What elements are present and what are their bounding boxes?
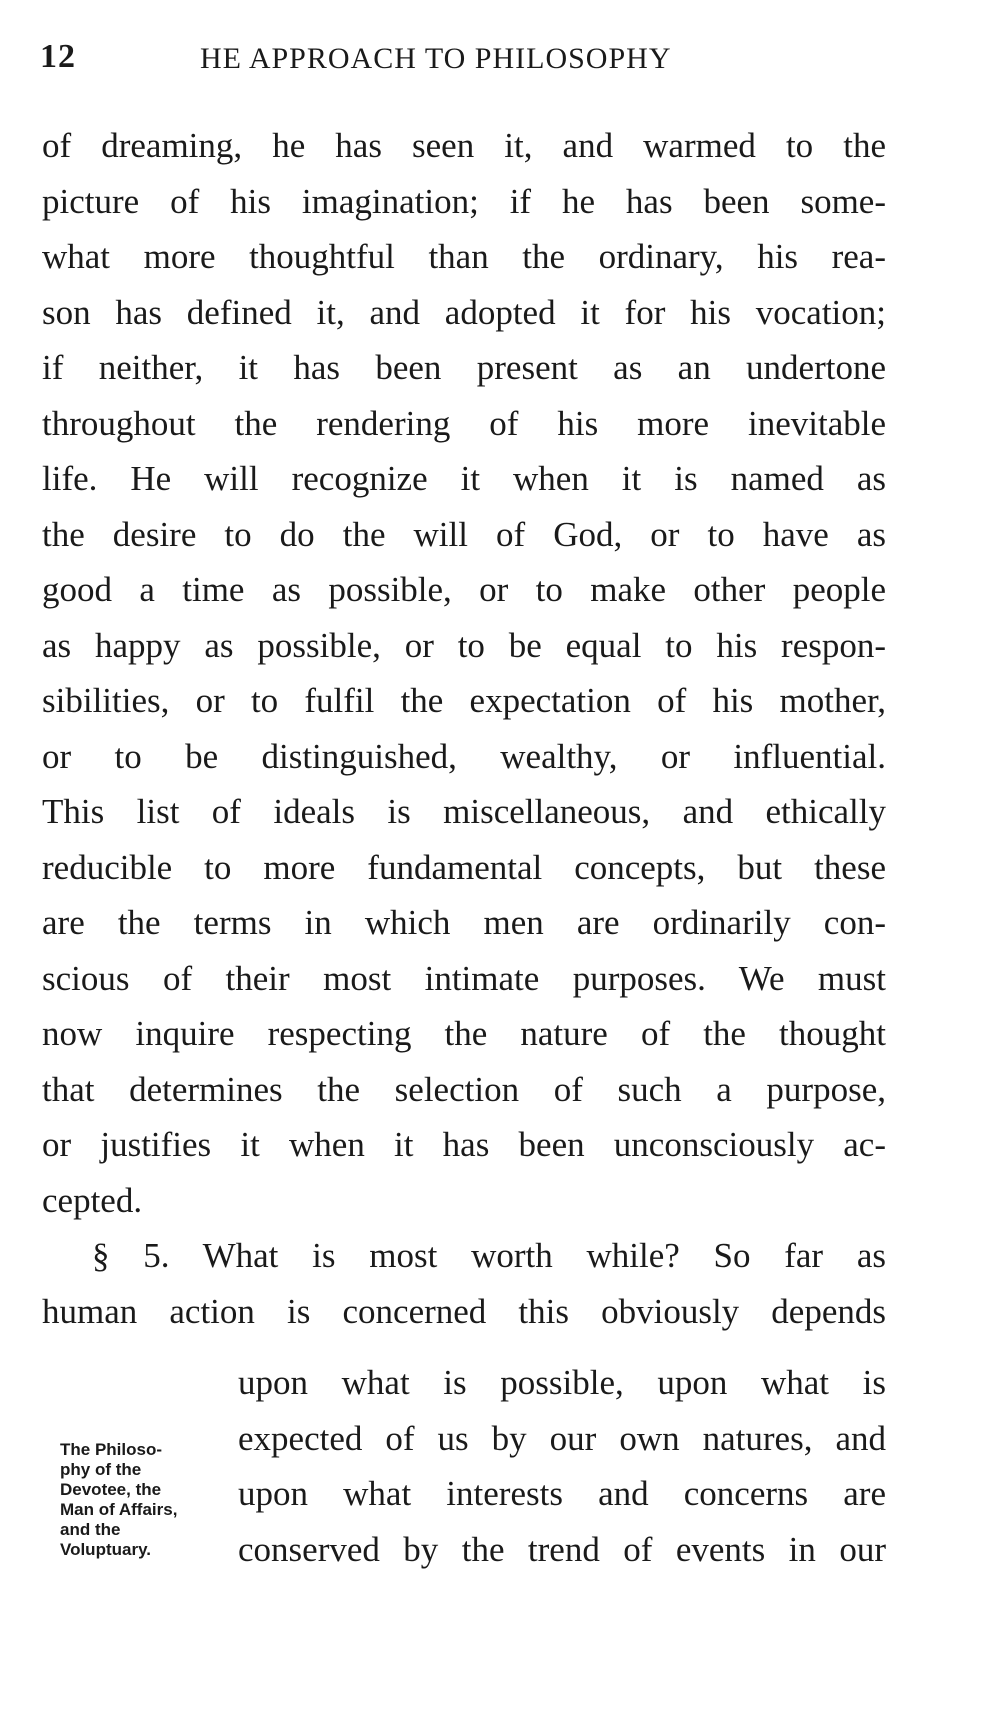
- page-header: [40, 38, 880, 78]
- text-line: picture of his imagination; if he has been some-: [42, 181, 886, 221]
- text-line: This list of ideals is miscellaneous, and ethically: [42, 792, 886, 831]
- sidenote-line: The Philoso-: [60, 1440, 162, 1459]
- text-line: what more thoughtful than the ordinary, his rea-: [42, 237, 886, 276]
- text-line: that determines the selection of such a purpose,: [42, 1069, 886, 1109]
- text-line: expected of us by our own natures, and: [238, 1418, 886, 1458]
- text-line: good a time as possible, or to make other people: [42, 570, 886, 609]
- text-line: of dreaming, he has seen it, and warmed to the: [42, 126, 886, 165]
- sidenote-line: Voluptuary.: [60, 1540, 151, 1559]
- body-text: [42, 118, 886, 1339]
- text-line: upon what is possible, upon what is: [238, 1363, 886, 1402]
- page-number: 12: [40, 38, 76, 75]
- text-line: the desire to do the will of God, or to have as: [42, 514, 886, 554]
- text-line: are the terms in which men are ordinarily con-: [42, 903, 886, 942]
- sidenote-line: phy of the: [60, 1460, 142, 1479]
- sidenote-line: Devotee, the: [60, 1480, 162, 1499]
- text-line: throughout the rendering of his more inevitable: [42, 403, 886, 443]
- text-line: human action is concerned this obviously depends: [42, 1291, 886, 1331]
- sidenote-line: and the: [60, 1520, 121, 1539]
- running-head: HE APPROACH TO PHILOSOPHY: [200, 42, 672, 75]
- sidenote-line: Man of Affairs,: [60, 1500, 178, 1519]
- text-line: if neither, it has been present as an undertone: [42, 348, 886, 387]
- section-heading-line: § 5. What is most worth while? So far as: [92, 1236, 886, 1275]
- text-line: or to be distinguished, wealthy, or influential.: [42, 736, 886, 776]
- text-line: upon what interests and concerns are: [238, 1474, 886, 1513]
- text-line: son has defined it, and adopted it for his vocation;: [42, 292, 886, 332]
- text-line: conserved by the trend of events in our: [238, 1529, 886, 1569]
- text-line: as happy as possible, or to be equal to his respon-: [42, 625, 886, 665]
- text-line: cepted.: [42, 1180, 143, 1220]
- text-line: sibilities, or to fulfil the expectation of his mother,: [42, 681, 886, 720]
- text-line: or justifies it when it has been unconsciously ac-: [42, 1125, 886, 1164]
- text-line: reducible to more fundamental concepts, but these: [42, 847, 886, 887]
- side-text: [238, 1355, 886, 1577]
- text-line: now inquire respecting the nature of the thought: [42, 1014, 886, 1053]
- text-line: scious of their most intimate purposes. We must: [42, 958, 886, 998]
- text-line: life. He will recognize it when it is named as: [42, 459, 886, 498]
- sidenote: [60, 1440, 235, 1560]
